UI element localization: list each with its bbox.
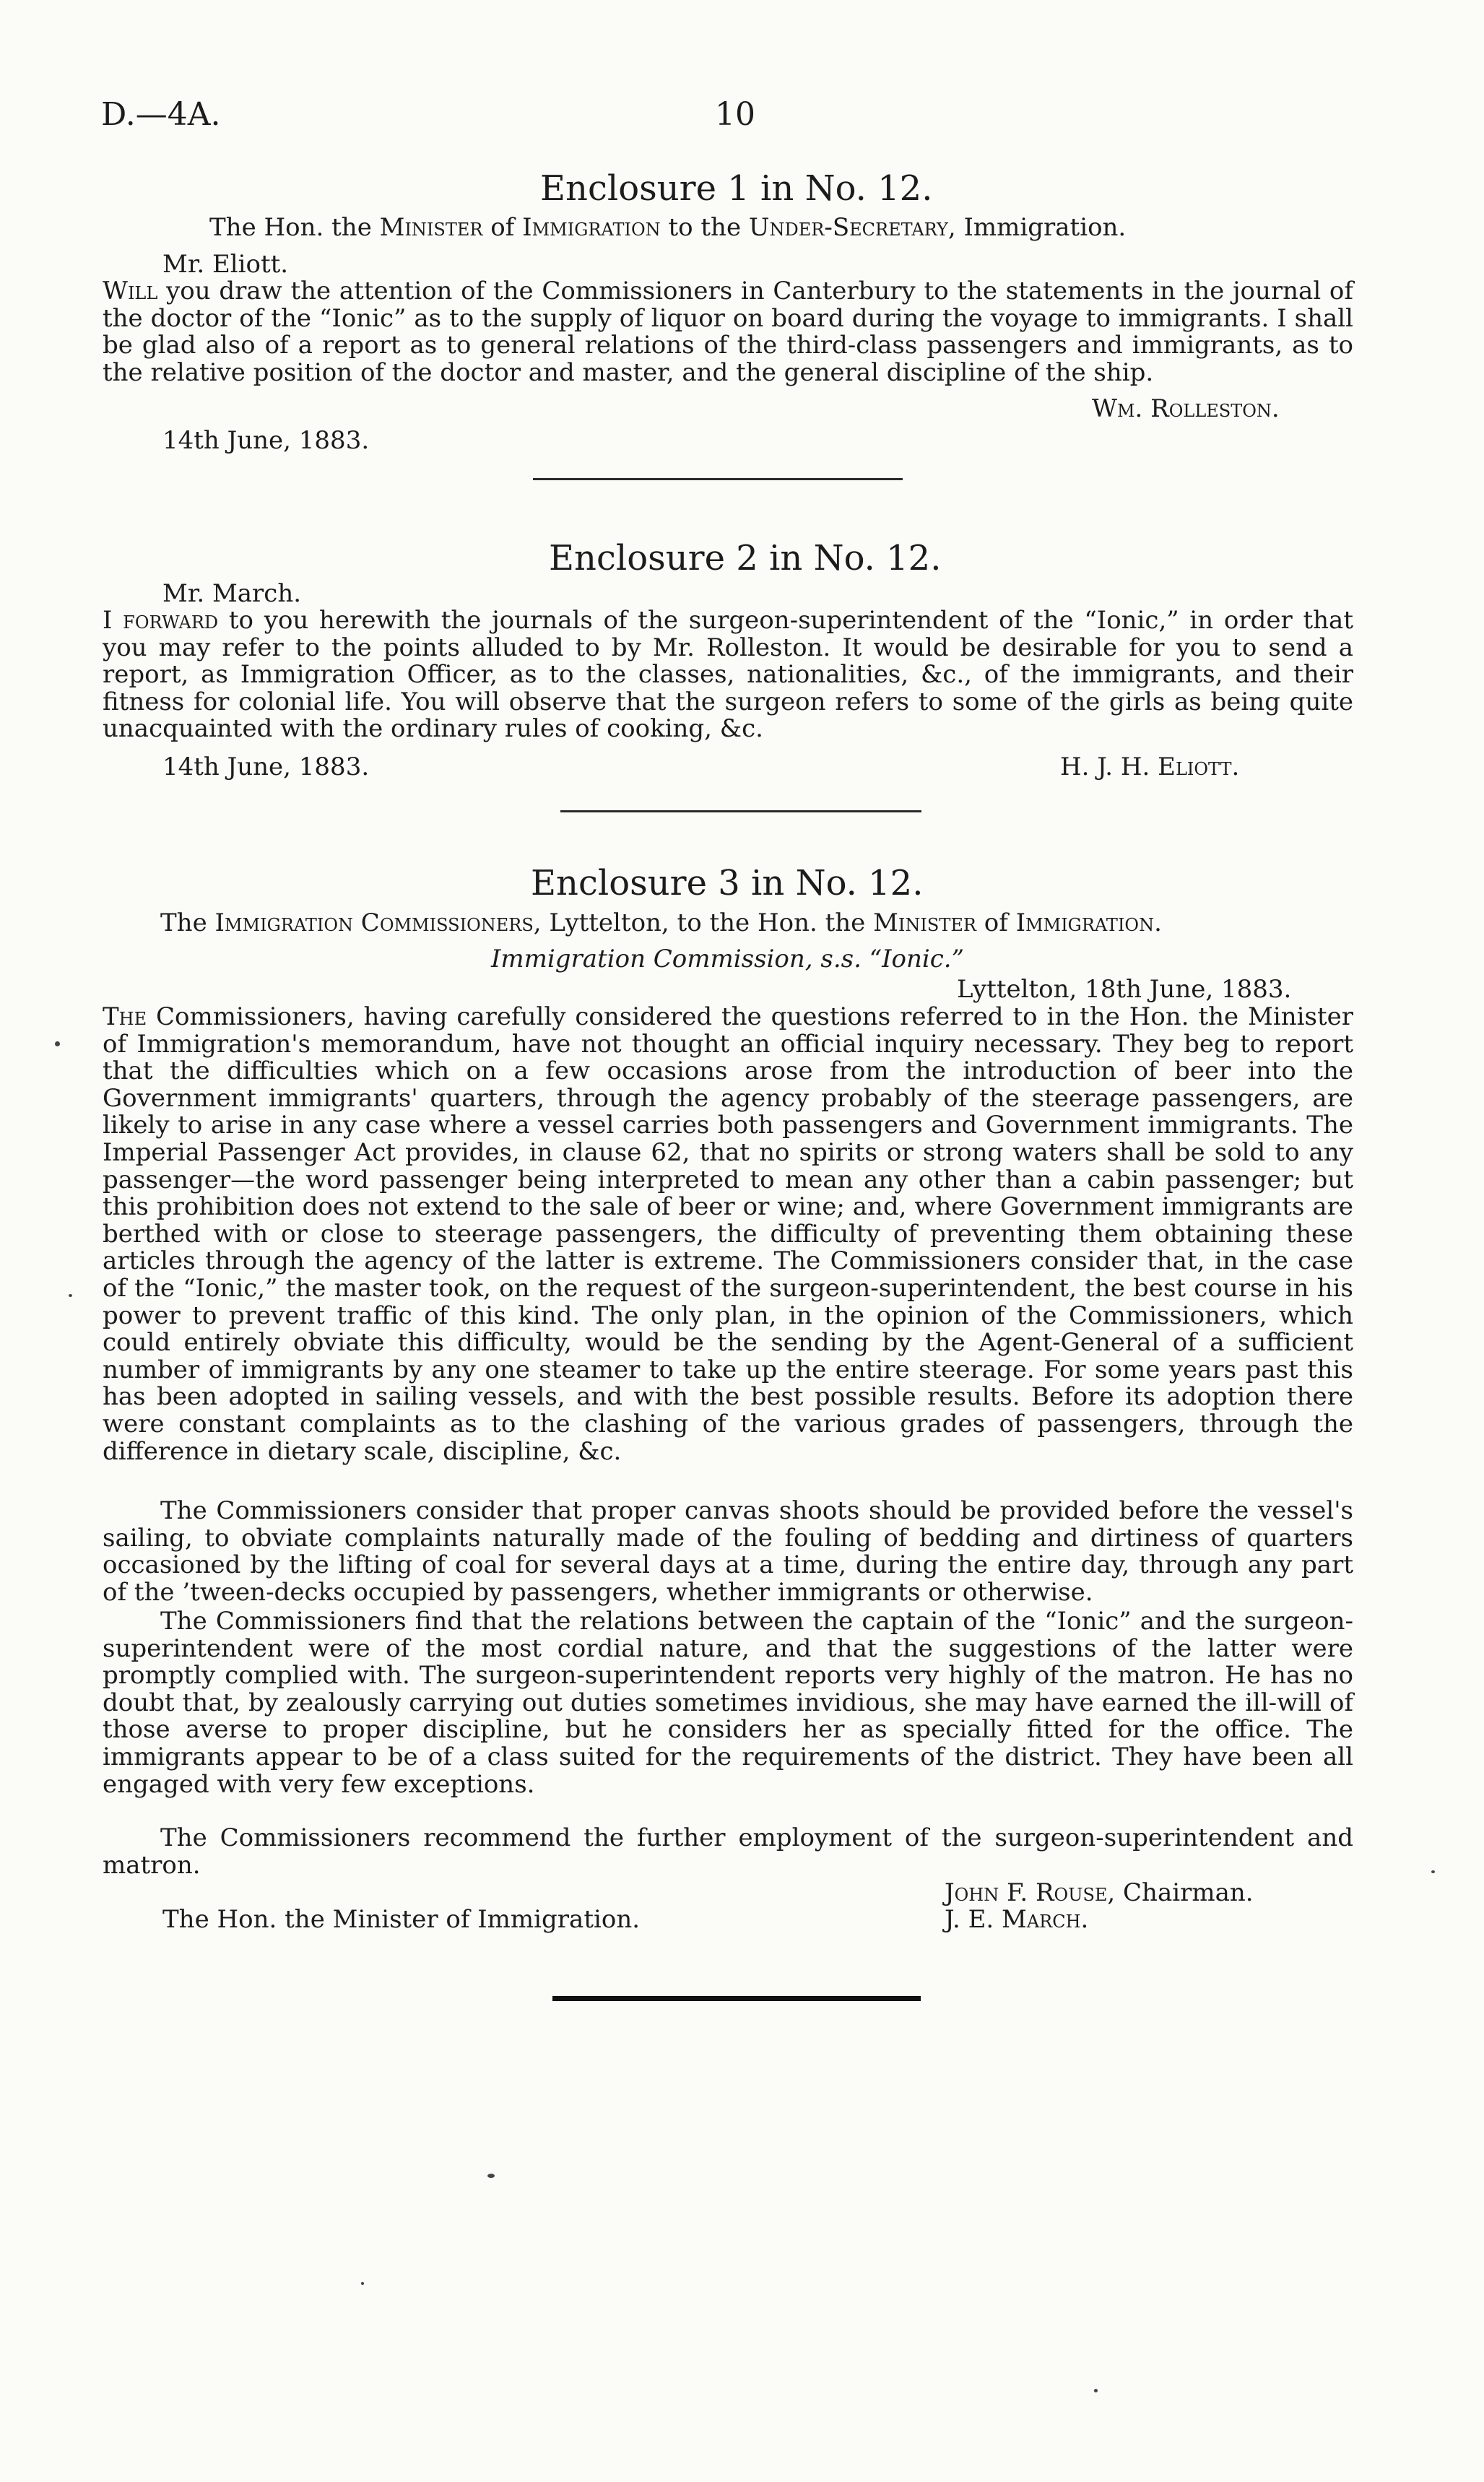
section-divider <box>533 478 903 480</box>
enclosure-2-title: Enclosure 2 in No. 12. <box>549 538 942 578</box>
enclosure-1-body: Will you draw the attention of the Commissioners in Canterbury to the statements in the journal of the doctor of the “Ionic” as to the supply of liquor on board during the voyage to immigrants. I shall be glad also of a report as to general relations of the third-class passengers and immigrants, as to the relative position of the doctor and master, and the general discipline of the ship. <box>103 277 1353 387</box>
scan-speck <box>361 2282 364 2285</box>
enclosure-1-title: Enclosure 1 in No. 12. <box>540 168 933 209</box>
enclosure-3-paragraph-2: The Commissioners consider that proper canvas shoots should be provided before the vessel's sailing, to obviate complaints naturally made of the fouling of bedding and dirtiness of quarters occasioned by the lifting of coal for several days at a time, during the entire day, through any part of the ’tween-decks occupied by passengers, whether immigrants or otherwise. <box>103 1496 1353 1607</box>
enclosure-1-signature: Wm. Rolleston. <box>1092 394 1280 423</box>
enclosure-1-addressing: The Hon. the Minister of Immigration to the Under-Secretary, Immigration. <box>209 213 1127 242</box>
page-number: 10 <box>715 96 755 133</box>
enclosure-3-paragraph-3: The Commissioners find that the relations between the captain of the “Ionic” and the surgeon-superintendent were of the most cordial nature, and that the suggestions of the latter were promptly complied with. The surgeon-superintendent reports very highly of the matron. He has no doubt that, by zealously carrying out duties sometimes invidious, she may have earned the ill-will of those averse to proper discipline, but he considers her as specially fitted for the office. The immigrants appear to be of a class suited for the requirements of the district. They have been all engaged with very few exceptions. <box>103 1607 1353 1799</box>
enclosure-3-dateline: Lyttelton, 18th June, 1883. <box>957 975 1292 1004</box>
scan-speck <box>1431 1870 1435 1873</box>
enclosure-3-signatory-2: J. E. March. <box>945 1905 1089 1934</box>
scan-speck <box>487 2174 495 2178</box>
enclosure-3-addressing: The Immigration Commissioners, Lyttelton, to the Hon. the Minister of Immigration. <box>160 908 1162 937</box>
scan-speck <box>1094 2389 1098 2392</box>
enclosure-1-date: 14th June, 1883. <box>162 426 370 455</box>
enclosure-3-paragraph-1: The Commissioners, having carefully considered the questions referred to in the Hon. the Minister of Immigration's memorandum, have not thought an official inquiry necessary. They beg to report that the difficulties which on a few occasions arose from the introduction of beer into the Government immigrants' quarters, through the agency probably of the steerage passengers, are likely to arise in any case where a vessel carries both passengers and Government immigrants. The Imperial Passenger Act provides, in clause 62, that no spirits or strong waters shall be sold to any passenger—the word passenger being interpreted to mean any other than a cabin passenger; but this prohibition does not extend to the sale of beer or wine; and, where Government immigrants are berthed with or close to steerage passengers, the difficulty of preventing them obtaining these articles through the agency of the latter is extreme. The Commissioners consider that, in the case of the “Ionic,” the master took, on the request of the surgeon-superintendent, the best course in his power to prevent traffic of this kind. The only plan, in the opinion of the Commissioners, which could entirely obviate this difficulty, would be the sending by the Agent-General of a sufficient number of immigrants by any one steamer to take up the entire steerage. For some years past this has been adopted in sailing vessels, and with the best possible results. Before its adoption there were constant complaints as to the clashing of the various grades of passengers, through the difference in dietary scale, discipline, &c. <box>103 1002 1353 1466</box>
enclosure-1-salutation: Mr. Eliott. <box>162 250 289 279</box>
enclosure-2-body: I forward to you herewith the journals of the surgeon-superintendent of the “Ionic,” in order that you may refer to the points alluded to by Mr. Rolleston. It would be desirable for you to send a report, as Immigration Officer, as to the classes, nationalities, &c., of the immigrants, and their fitness for colonial life. You will observe that the surgeon refers to some of the girls as being quite unacquainted with the ordinary rules of cooking, &c. <box>103 606 1353 744</box>
enclosure-3-signatory-1: John F. Rouse, Chairman. <box>945 1878 1254 1907</box>
scan-speck <box>55 1041 60 1046</box>
end-rule <box>552 1996 921 2001</box>
enclosure-3-location: Immigration Commission, s.s. “Ionic.” <box>491 945 964 973</box>
enclosure-2-signature: H. J. H. Eliott. <box>1060 752 1240 781</box>
enclosure-3-paragraph-4: The Commissioners recommend the further employment of the surgeon-superintendent and matron. <box>103 1823 1353 1880</box>
enclosure-3-addressee: The Hon. the Minister of Immigration. <box>162 1905 641 1934</box>
scan-speck <box>69 1294 72 1297</box>
enclosure-3-title: Enclosure 3 in No. 12. <box>531 863 924 903</box>
series-code: D.—4A. <box>101 96 221 133</box>
enclosure-2-date: 14th June, 1883. <box>162 752 370 781</box>
enclosure-2-salutation: Mr. March. <box>162 579 302 608</box>
section-divider <box>560 810 921 812</box>
